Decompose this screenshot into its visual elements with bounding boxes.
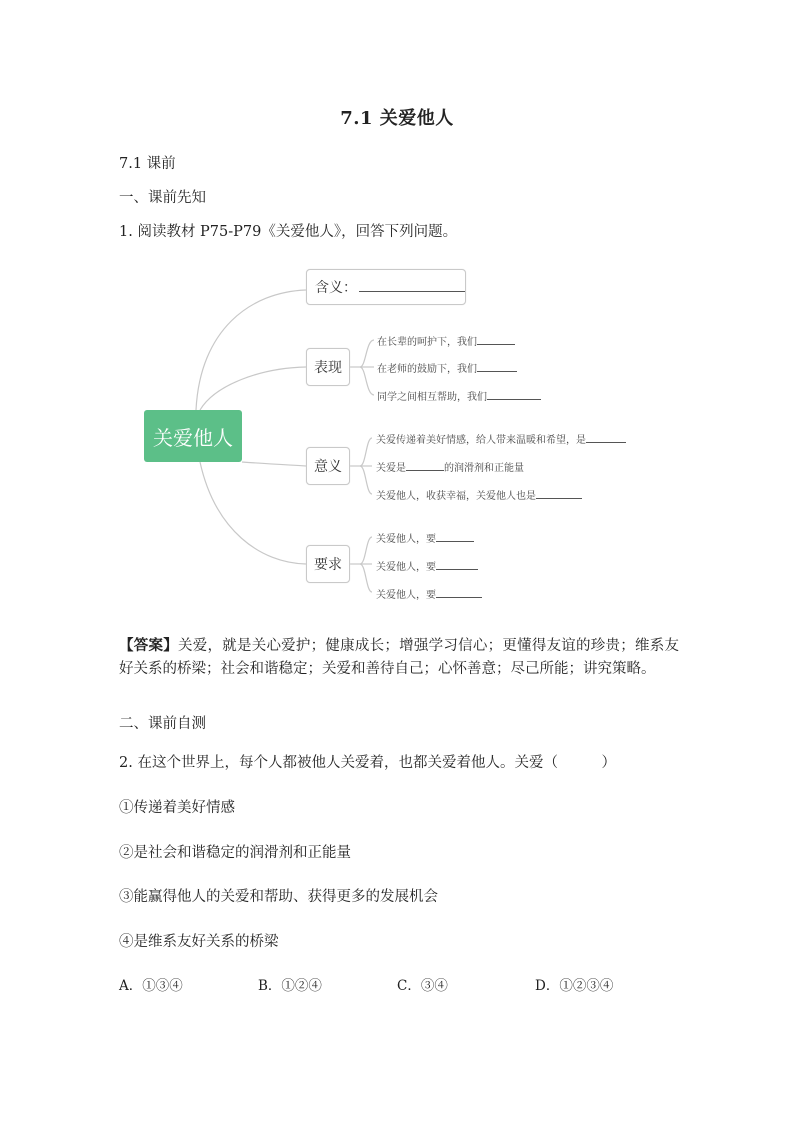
statement-1: ①传递着美好情感	[119, 800, 235, 816]
part2-heading: 二、课前自测	[119, 716, 206, 732]
biaoxian-item-1: 在长辈的呵护下，我们	[377, 333, 515, 348]
meaning-label: 含义：	[315, 280, 357, 296]
connector-yiyi	[242, 462, 306, 466]
yaoqiu-item-3: 关爱他人，要	[376, 586, 482, 601]
connector-meaning	[196, 290, 306, 410]
answer-block	[119, 634, 679, 681]
part1-heading: 一、课前先知	[119, 190, 206, 206]
branch-yaoqiu: 要求	[306, 545, 350, 583]
question-1: 1. 阅读教材 P75-P79《关爱他人》，回答下列问题。	[119, 224, 458, 240]
yiyi-item-2: 关爱是 的润滑剂和正能量	[376, 463, 524, 474]
option-b[interactable]: B．①②④	[258, 978, 322, 994]
option-c[interactable]: C．③④	[397, 978, 448, 994]
yaoqiu-item-1: 关爱他人，要	[376, 530, 474, 545]
biaoxian-item-3: 同学之间相互帮助，我们	[377, 388, 541, 403]
branch-biaoxian: 表现	[306, 348, 350, 386]
yiyi-item-3: 关爱他人，收获幸福，关爱他人也是	[376, 487, 582, 502]
biaoxian-item-2: 在老师的鼓励下，我们	[377, 360, 517, 375]
yaoqiu-item-2: 关爱他人，要	[376, 558, 478, 573]
page-title: 7.1 关爱他人	[340, 108, 454, 129]
option-d[interactable]: D．①②③④	[535, 978, 614, 994]
answer-text: 关爱，就是关心爱护；健康成长；增强学习信心；更懂得友谊的珍贵；维系友好关系的桥梁；社会和谐稳定；关爱和善待自己；心怀善意；尽己所能；讲究策略。	[119, 638, 680, 677]
yiyi-item-1: 关爱传递着美好情感，给人带来温暖和希望，是	[376, 431, 626, 446]
connector-yaoqiu	[200, 462, 306, 564]
statement-3: ③能赢得他人的关爱和帮助、获得更多的发展机会	[119, 889, 438, 905]
section-label: 7.1 课前	[119, 156, 176, 172]
answer-tag: 【答案】	[119, 637, 178, 654]
statement-2: ②是社会和谐稳定的润滑剂和正能量	[119, 845, 351, 861]
connector-biaoxian	[200, 367, 306, 410]
question-2-stem: 2. 在这个世界上，每个人都被他人关爱着，也都关爱着他人。关爱（ ）	[119, 755, 616, 771]
mind-map-root: 关爱他人	[144, 410, 242, 462]
meaning-node	[306, 269, 466, 305]
statement-4: ④是维系友好关系的桥梁	[119, 934, 279, 950]
meaning-blank	[359, 282, 465, 292]
option-a[interactable]: A．①③④	[119, 978, 183, 994]
branch-yiyi: 意义	[306, 447, 350, 485]
